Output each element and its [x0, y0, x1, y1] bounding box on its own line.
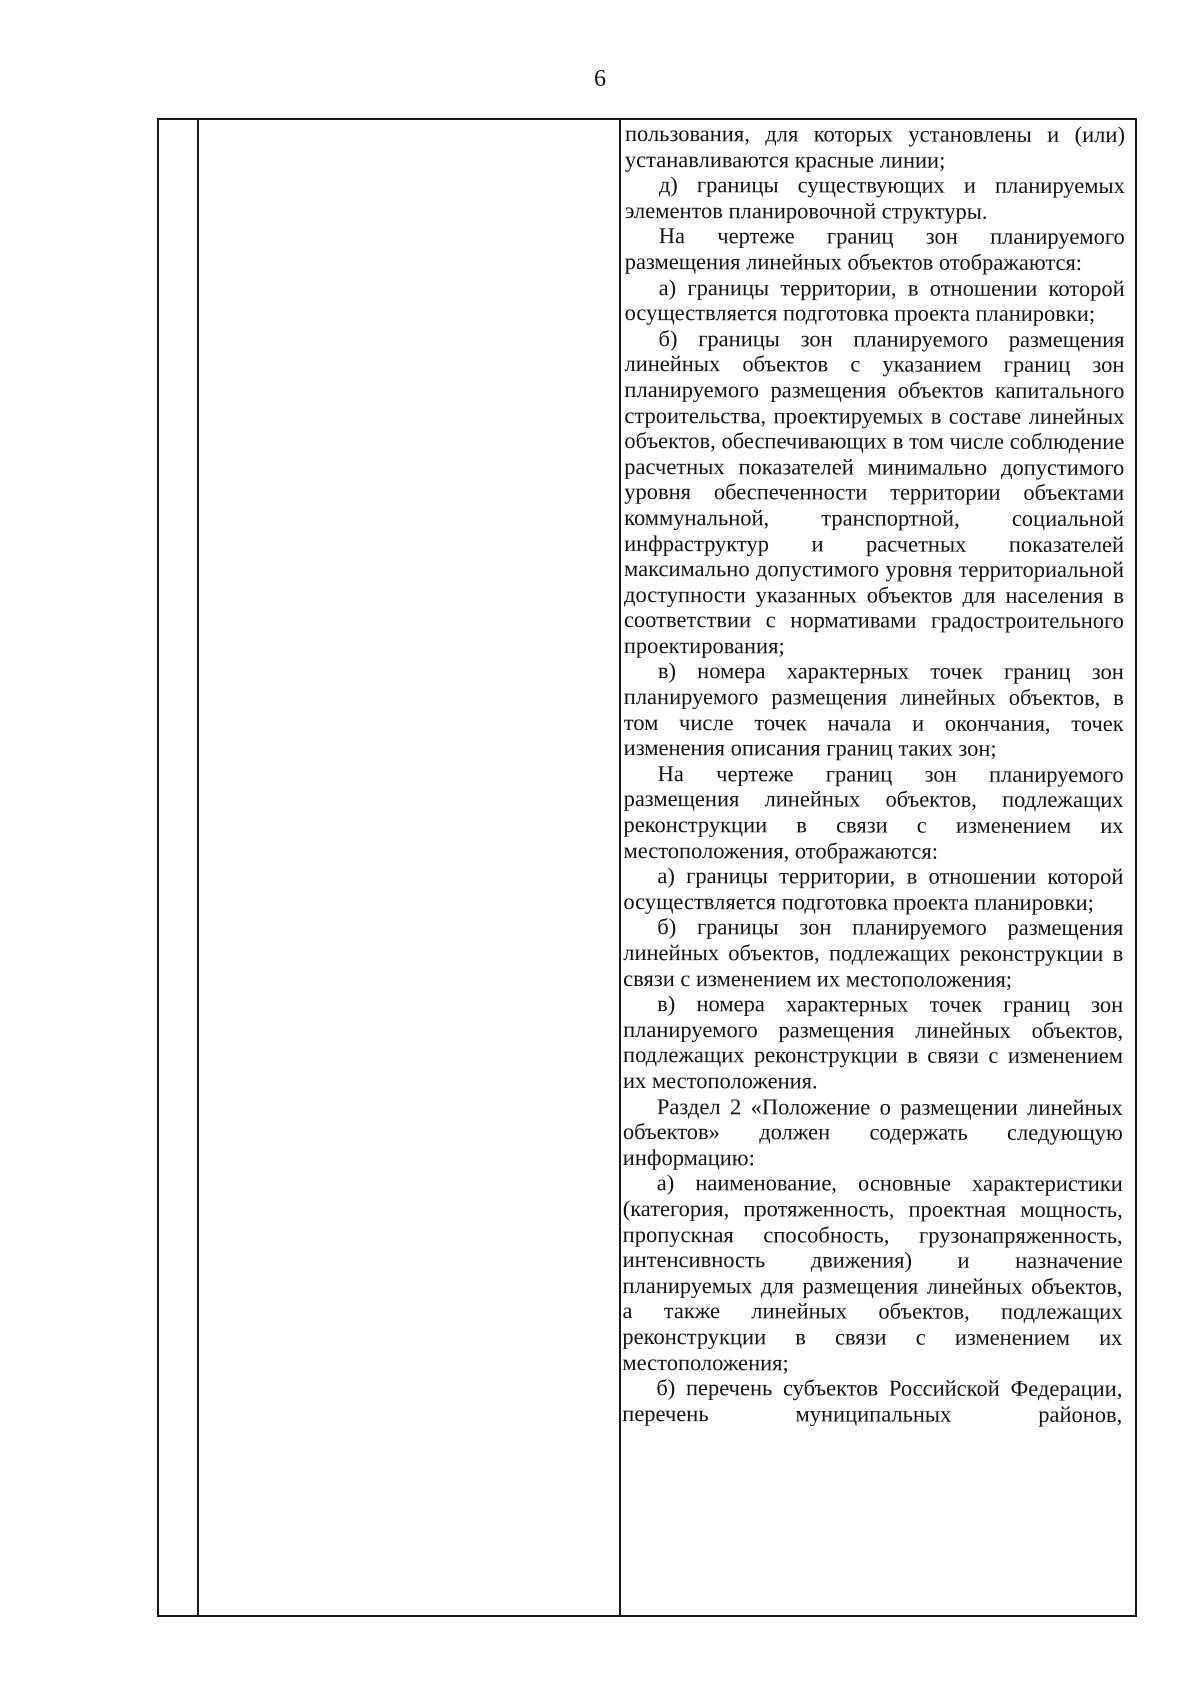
table-column-content — [622, 120, 1125, 1616]
paragraph: а) границы территории, в отношении которой осуществляется подготовка проекта планировки; — [624, 274, 1125, 327]
paragraph: в) номера характерных точек границ зон планируемого размещения линейных объектов, подлежащих реконструкции в связи с изменением их местоположения. — [622, 991, 1124, 1094]
paragraph: д) границы существующих и планируемых элементов планировочной структуры. — [624, 172, 1125, 224]
paragraph: а) границы территории, в отношении которой осуществляется подготовка проекта планировки; — [623, 863, 1124, 915]
paragraph: Раздел 2 «Положение о размещении линейных объектов» должен содержать следующую информацию: — [622, 1093, 1123, 1171]
table-column-number — [159, 120, 197, 1615]
paragraph: пользования, для которых установлены и (или) устанавливаются красные линии; — [624, 121, 1125, 173]
paragraph: в) номера характерных точек границ зон планируемого размещения линейных объектов, в том числе точек начала и окончания, точек изменения описания границ таких зон; — [623, 658, 1124, 762]
paragraph: б) границы зон планируемого размещения линейных объектов с указанием границ зон планируемого размещения объектов капитального строительства, проектируемых в составе линейных объектов, обеспечивающих в том числе соблюдение расчетных показателей минимально допустимого уровня обеспеченности территории объектами коммунальной, транспортной, социальной инфраструктур и расчетных показателей максимально допустимого уровня территориальной доступности указанных объектов для населения в соответствии с нормативами градостроительного проектирования; — [623, 325, 1125, 659]
page-number: 6 — [594, 66, 606, 92]
column-divider — [619, 120, 621, 1615]
paragraph: а) наименование, основные характеристики (категория, протяженность, проектная мощность, пропускная способность, грузонапряженность, интенсивность движения) и назначение планируемых для размещения линейных объектов, а также линейных объектов, подлежащих реконструкции в связи с изменением их местоположения; — [622, 1170, 1123, 1375]
paragraph: б) перечень субъектов Российской Федерации, перечень муниципальных районов, — [622, 1375, 1123, 1427]
table-column-name — [199, 120, 619, 1615]
document-table — [157, 118, 1137, 1617]
paragraph: На чертеже границ зон планируемого размещения линейных объектов, подлежащих реконструкции в связи с изменением их местоположения, отображаются: — [623, 760, 1124, 864]
paragraph: б) границы зон планируемого размещения линейных объектов, подлежащих реконструкции в связи с изменением их местоположения; — [623, 914, 1124, 992]
paragraph: На чертеже границ зон планируемого размещения линейных объектов отображаются: — [624, 223, 1125, 275]
